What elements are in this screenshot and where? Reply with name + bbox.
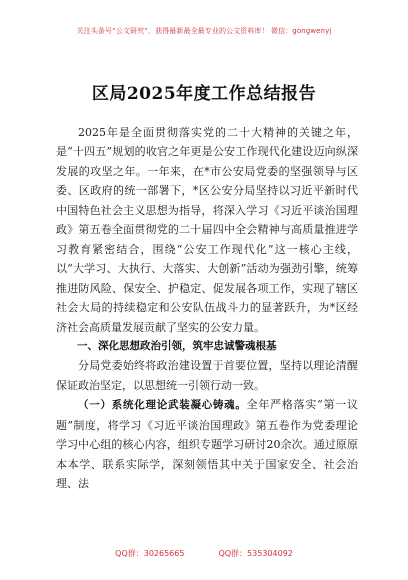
paragraph-section-1-intro: 分局党委始终将政治建设置于首要位置，坚持以理论清醒保证政治坚定，以思想统一引领行动一致。 — [56, 359, 358, 392]
subsection-1-heading: （一）系统化理论武装凝心铸魂。 — [78, 399, 247, 412]
header-promo-note: 关注头条号“公文研究”，获得最新最全最专业的公文资料库！ 微信：gongwenyj — [76, 27, 332, 35]
subsection-1-text: 全年严格落实“第一议题”制度，将学习《习近平谈治国理政》第五卷作为党委理论学习中心组的核心内容，组织专题学习研讨20余次。通过原原本本学、联系实际学，深刻领悟其中关于国家安全、社会治理、法 — [56, 398, 358, 491]
footer-qq-group-1: QQ群：30265665 — [115, 549, 185, 558]
paragraph-subsection-1 — [56, 395, 358, 493]
document-body — [56, 123, 358, 494]
footer-qq-group-2: QQ群：535304092 — [218, 549, 293, 558]
page-title: 区局2025年度工作总结报告 — [91, 84, 317, 104]
footer-contact — [0, 548, 408, 559]
paragraph-intro: 2025年是全面贯彻落实党的二十大精神的关键之年，是“十四五”规划的收官之年更是公安工作现代化建设迈向纵深发展的攻坚之年。一年来，在*市公安局党委的坚强领导与区委、区政府的统一部署下，*区公安分局坚持以习近平新时代中国特色社会主义思想为指导，将深入学习《习近平谈治国理政》第五卷全面贯彻党的二十届四中全会精神与高质量推进学习教育紧密结合，围绕“公安工作现代化”这一核心主线，以“大学习、大执行、大落实、大创新”活动为强劲引擎，统筹推进防风险、保安全、护稳定、促发展各项工作，实现了辖区社会大局的持续稳定和公安队伍战斗力的显著跃升，为*区经济社会高质量发展贡献了坚实的公安力量。 — [56, 126, 358, 334]
section-heading-1: 一、深化思想政治引领，筑牢忠诚警魂根基 — [77, 339, 277, 352]
